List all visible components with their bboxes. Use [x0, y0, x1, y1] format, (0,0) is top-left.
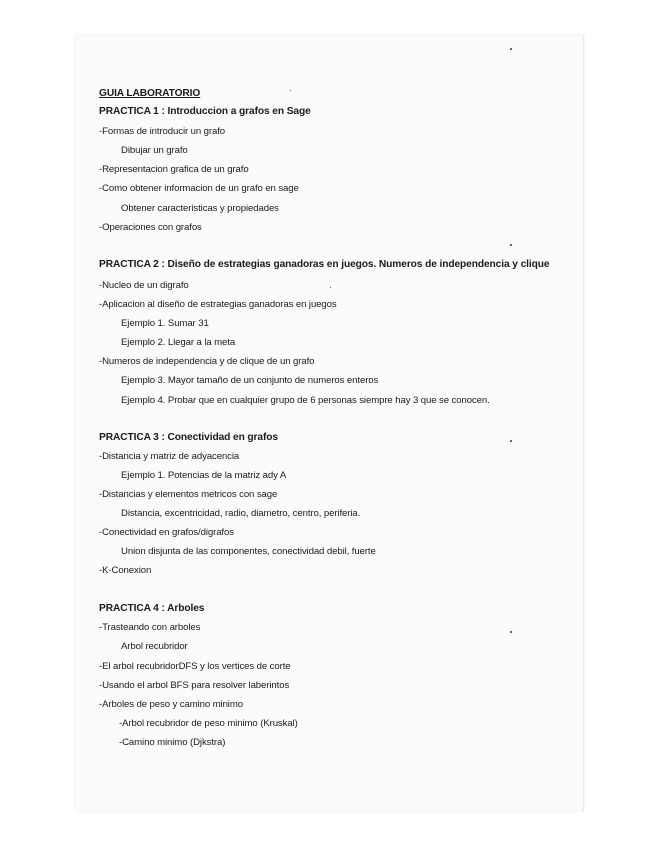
practica-2-heading: PRACTICA 2 : Diseño de estrategias ganadoras en juegos. Numeros de independencia y clique — [99, 259, 550, 270]
scan-speck — [510, 631, 512, 633]
list-item: -Trasteando con arboles — [99, 622, 201, 633]
list-item: Dibujar un grafo — [121, 145, 188, 156]
list-item: -Operaciones con grafos — [99, 222, 202, 233]
document-page — [75, 35, 584, 811]
list-item: Arbol recubridor — [121, 641, 188, 652]
practica-3-heading: PRACTICA 3 : Conectividad en grafos — [99, 432, 278, 443]
document-title: GUIA LABORATORIO — [99, 88, 201, 99]
list-item: -Como obtener informacion de un grafo en sage — [99, 183, 299, 194]
list-item: -Formas de introducir un grafo — [99, 126, 226, 137]
scan-speck — [330, 287, 331, 288]
list-item: Union disjunta de las componentes, conectividad debil, fuerte — [121, 546, 376, 557]
list-item: -Distancias y elementos metricos con sage — [99, 489, 278, 500]
list-item: -Numeros de independencia y de clique de un grafo — [99, 356, 315, 367]
list-item: -Conectividad en grafos/digrafos — [99, 527, 234, 538]
list-item: -K-Conexion — [99, 565, 152, 576]
list-item: -Usando el arbol BFS para resolver laberintos — [99, 680, 290, 691]
list-item: Ejemplo 3. Mayor tamaño de un conjunto de numeros enteros — [121, 375, 379, 386]
practica-1-heading: PRACTICA 1 : Introduccion a grafos en Sage — [99, 106, 311, 117]
scan-speck — [510, 440, 512, 442]
list-item: -Arbol recubridor de peso minimo (Kruskal) — [119, 718, 298, 729]
list-item: -Camino minimo (Djkstra) — [119, 737, 226, 748]
list-item: Obtener caracteristicas y propiedades — [121, 203, 279, 214]
scan-speck — [510, 244, 512, 246]
list-item: Ejemplo 2. Llegar a la meta — [121, 337, 236, 348]
list-item: -Distancia y matriz de adyacencia — [99, 451, 240, 462]
list-item: Ejemplo 1. Sumar 31 — [121, 318, 209, 329]
scan-speck — [290, 90, 291, 91]
list-item: -El arbol recubridorDFS y los vertices de corte — [99, 661, 291, 672]
practica-4-heading: PRACTICA 4 : Arboles — [99, 603, 205, 614]
list-item: -Aplicacion al diseño de estrategias ganadoras en juegos — [99, 299, 337, 310]
list-item: Distancia, excentricidad, radio, diametro, centro, periferia. — [121, 508, 361, 519]
list-item: Ejemplo 4. Probar que en cualquier grupo de 6 personas siempre hay 3 que se conocen. — [121, 395, 490, 406]
list-item: Ejemplo 1. Potencias de la matriz ady A — [121, 470, 287, 481]
list-item: -Arboles de peso y camino minimo — [99, 699, 243, 710]
list-item: -Representacion grafica de un grafo — [99, 164, 249, 175]
list-item: -Nucleo de un digrafo — [99, 280, 189, 291]
scan-speck — [510, 48, 512, 50]
